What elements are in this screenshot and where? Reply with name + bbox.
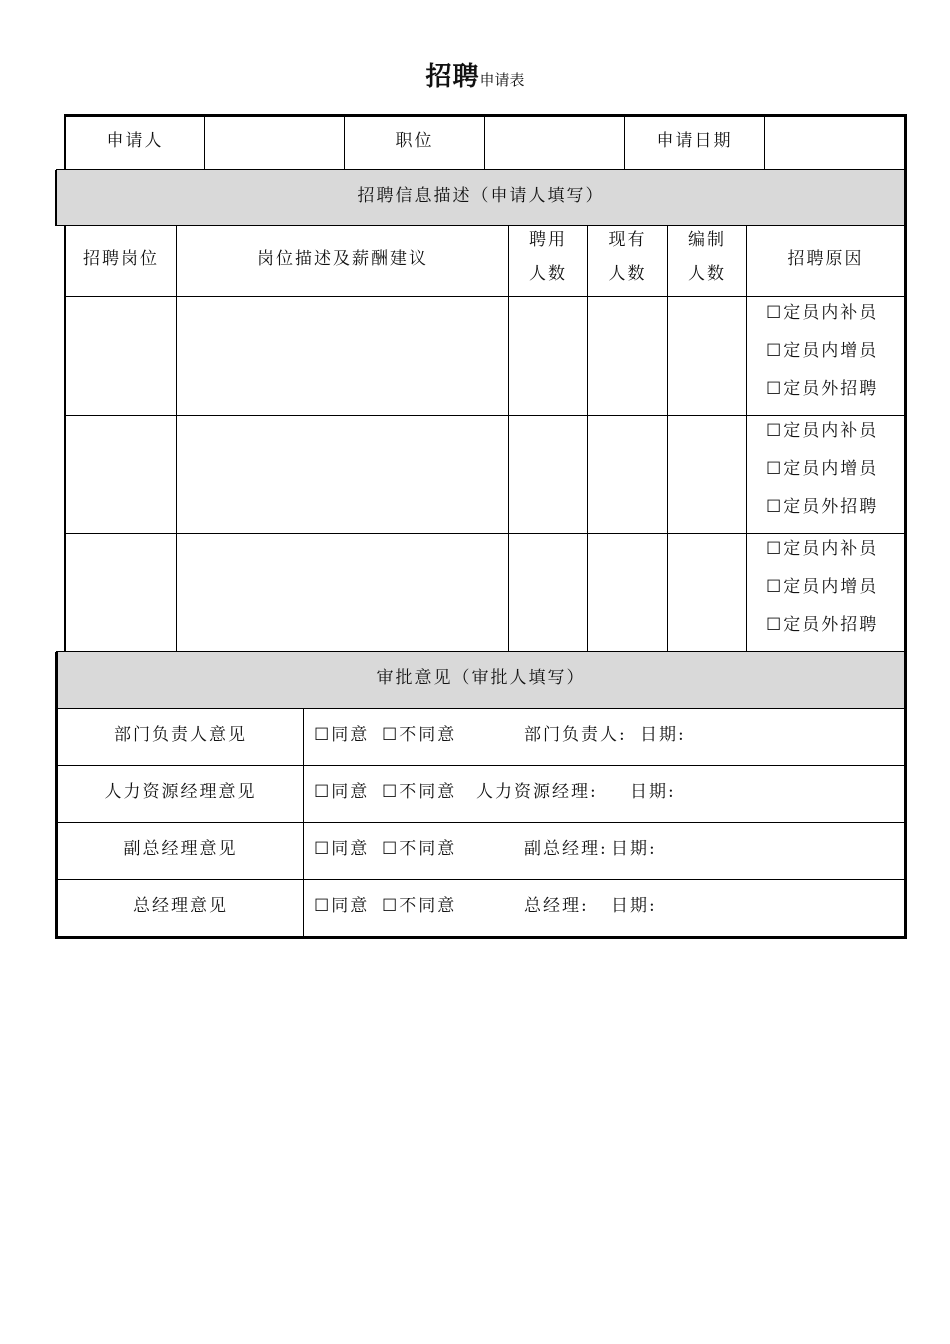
approval-label-dept-head: 部门负责人意见 — [114, 724, 247, 745]
row-line — [65, 296, 906, 297]
form-title — [0, 56, 950, 93]
col-header-hire-count-line1: 聘用 — [529, 230, 567, 250]
reason-option[interactable]: ☐定员外招聘 — [766, 379, 879, 399]
border-right — [904, 114, 907, 939]
reason-option[interactable]: ☐定员内补员 — [766, 539, 879, 559]
col-header-current-count-line2: 人数 — [608, 264, 647, 284]
agree-checkbox[interactable]: ☐同意 — [314, 839, 370, 859]
date-label: 日期: — [630, 782, 676, 802]
approval-divider — [303, 709, 304, 937]
date-label: 日期: — [611, 839, 657, 859]
agree-checkbox[interactable]: ☐同意 — [314, 782, 370, 802]
col-header-desc: 岗位描述及薪酬建议 — [257, 248, 428, 269]
col-header-quota-count-line1: 编制 — [688, 230, 726, 250]
date-field[interactable] — [765, 116, 904, 169]
col-header-quota-count-line2: 人数 — [688, 264, 726, 284]
border-left-middle — [64, 226, 66, 652]
col-divider — [746, 226, 747, 652]
disagree-checkbox[interactable]: ☐不同意 — [382, 896, 457, 916]
date-label: 日期: — [640, 725, 686, 745]
col-header-quota-count — [668, 226, 746, 296]
col-header-current-count-line1: 现有 — [608, 230, 647, 250]
form-title-sub: 申请表 — [479, 71, 525, 89]
signer-label: 人力资源经理: — [476, 782, 598, 802]
position-field[interactable] — [485, 116, 624, 169]
date-label: 日期: — [611, 896, 657, 916]
agree-checkbox[interactable]: ☐同意 — [314, 896, 370, 916]
reason-list-row1 — [766, 298, 878, 412]
reason-option[interactable]: ☐定员外招聘 — [766, 615, 879, 635]
reason-list-row2 — [766, 416, 878, 530]
reason-option[interactable]: ☐定员内增员 — [766, 577, 879, 597]
reason-option[interactable]: ☐定员内补员 — [766, 303, 879, 323]
signer-label: 部门负责人: — [524, 725, 627, 745]
applicant-label: 申请人 — [106, 130, 164, 151]
date-label: 申请日期 — [656, 130, 733, 151]
signer-label: 副总经理: — [524, 839, 608, 859]
approval-label-gm: 总经理意见 — [133, 895, 228, 916]
disagree-checkbox[interactable]: ☐不同意 — [382, 725, 457, 745]
col-header-post: 招聘岗位 — [83, 248, 159, 269]
disagree-checkbox[interactable]: ☐不同意 — [382, 782, 457, 802]
agree-checkbox[interactable]: ☐同意 — [314, 725, 370, 745]
col-header-reason: 招聘原因 — [787, 248, 864, 269]
reason-option[interactable]: ☐定员内增员 — [766, 341, 879, 361]
reason-option[interactable]: ☐定员内补员 — [766, 421, 879, 441]
section1-title: 招聘信息描述（申请人填写） — [357, 185, 605, 206]
reason-list-row3 — [766, 534, 878, 648]
signer-label: 总经理: — [524, 896, 589, 916]
col-divider — [176, 226, 177, 652]
reason-option[interactable]: ☐定员外招聘 — [766, 497, 879, 517]
col-header-hire-count — [509, 226, 587, 296]
applicant-field[interactable] — [205, 116, 344, 169]
border-bottom — [55, 936, 907, 939]
approval-label-hr-manager: 人力资源经理意见 — [104, 781, 257, 802]
position-label: 职位 — [395, 130, 434, 151]
approval-label-vp: 副总经理意见 — [123, 838, 238, 859]
col-header-current-count — [588, 226, 667, 296]
form-title-main: 招聘 — [425, 62, 480, 92]
col-header-hire-count-line2: 人数 — [529, 264, 567, 284]
section2-title: 审批意见（审批人填写） — [376, 667, 586, 688]
disagree-checkbox[interactable]: ☐不同意 — [382, 839, 457, 859]
reason-option[interactable]: ☐定员内增员 — [766, 459, 879, 479]
